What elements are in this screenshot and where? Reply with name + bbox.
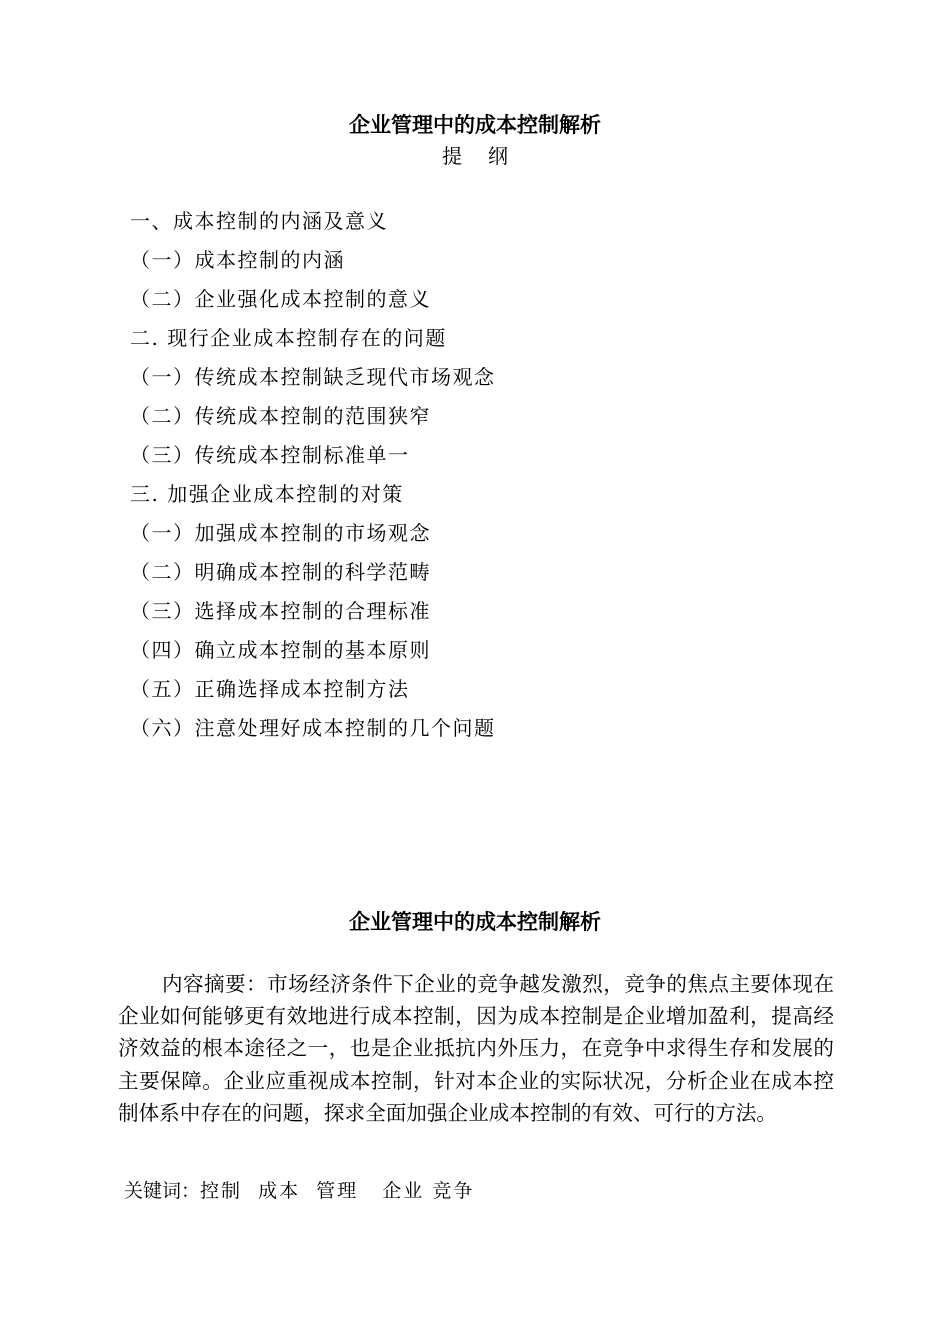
outline-item: （五）正确选择成本控制方法: [130, 677, 410, 701]
outline-item: （二）企业强化成本控制的意义: [130, 287, 431, 311]
outline-item: （一）加强成本控制的市场观念: [130, 521, 431, 545]
outline-item: （二）明确成本控制的科学范畴: [130, 560, 431, 584]
outline-item: （一）传统成本控制缺乏现代市场观念: [130, 365, 496, 389]
outline-item: 一、成本控制的内涵及意义: [130, 209, 388, 233]
outline-item: 二. 现行企业成本控制存在的问题: [130, 326, 447, 350]
outline-title: 企业管理中的成本控制解析: [349, 113, 601, 137]
keywords-value: 控制 成本 管理 企业 竞争: [200, 1180, 475, 1202]
outline-item: （四）确立成本控制的基本原则: [130, 638, 431, 662]
abstract-label: 内容摘要：: [162, 972, 268, 996]
outline-item: （三）选择成本控制的合理标准: [130, 599, 431, 623]
outline-item: （一）成本控制的内涵: [130, 248, 345, 272]
outline-item: （六）注意处理好成本控制的几个问题: [130, 716, 496, 740]
outline-item: （三）传统成本控制标准单一: [130, 443, 410, 467]
article-title: 企业管理中的成本控制解析: [349, 910, 601, 934]
keywords-line: [124, 1177, 474, 1205]
abstract-paragraph: [118, 968, 834, 1129]
outline-list: [130, 202, 496, 748]
outline-subtitle: 提纲: [442, 144, 534, 168]
keywords-label: 关键词：: [124, 1180, 201, 1202]
abstract-text: 市场经济条件下企业的竞争越发激烈，竞争的焦点主要体现在企业如何能够更有效地进行成本控制，因为成本控制是企业增加盈利，提高经济效益的根本途径之一，也是企业抵抗内外压力，在竞争中求得生存和发展的主要保障。企业应重视成本控制，针对本企业的实际状况，分析企业在成本控制体系中存在的问题，探求全面加强企业成本控制的有效、可行的方法。: [118, 972, 835, 1125]
outline-item: （二）传统成本控制的范围狭窄: [130, 404, 431, 428]
outline-item: 三. 加强企业成本控制的对策: [130, 482, 404, 506]
